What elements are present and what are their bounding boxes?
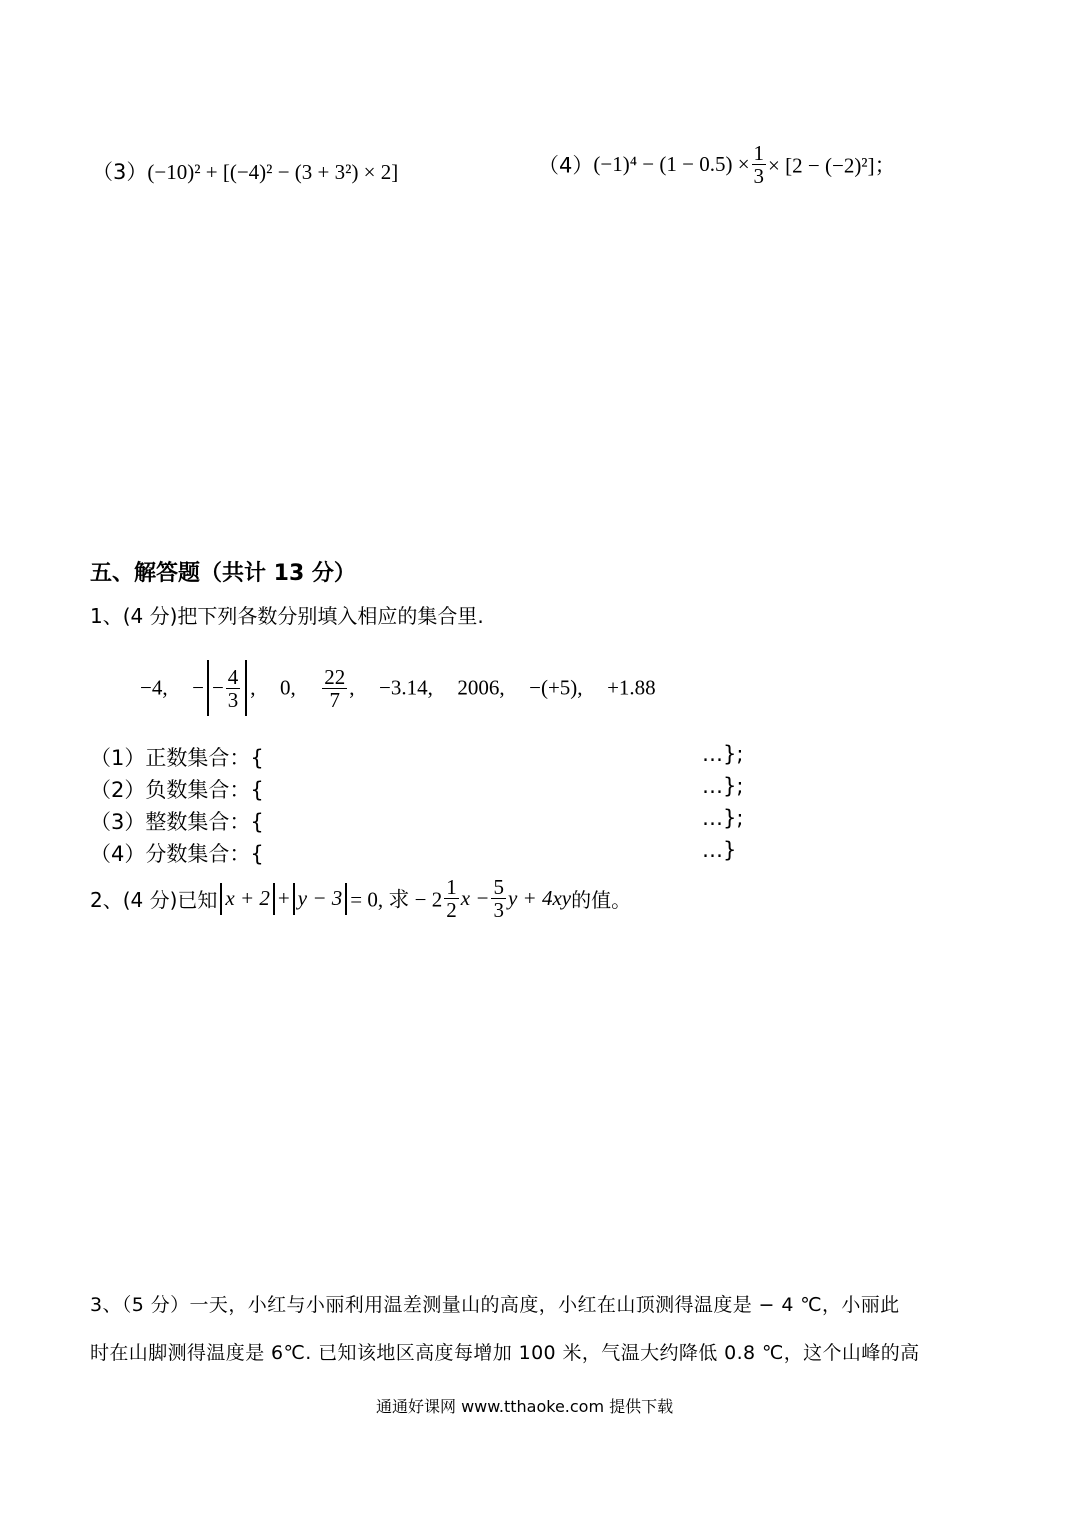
problem-3 [92, 156, 398, 186]
problem-4-label: （4） [538, 153, 594, 178]
problem-4-fraction-numerator: 1 [753, 141, 765, 165]
number-6: 2006, [457, 675, 505, 700]
number-1: −4, [140, 675, 168, 700]
problem-4-fraction-denominator: 3 [753, 164, 765, 188]
number-2-abs-bar-right [245, 660, 247, 716]
set-row-integer-label: （3）整数集合：{ [90, 810, 264, 834]
problem-4-expression-a: (−1)⁴ − (1 − 0.5) × [593, 152, 750, 176]
problem-3-expression: (−10)² + [(−4)² − (3 + 3²) × 2] [147, 160, 399, 184]
question-1-number-list [140, 660, 656, 716]
set-row-fraction-label: （4）分数集合：{ [90, 842, 264, 866]
set-row-fraction-end: …} [702, 838, 737, 862]
question-3-line-2: 时在山脚测得温度是 6℃. 已知该地区高度每增加 100 米，气温大约降低 0.8 ℃，这个山峰的高 [90, 1342, 920, 1364]
question-2-tail: y + 4xy [507, 886, 572, 910]
set-row-integer-end: …}; [702, 806, 744, 830]
number-3: 0, [280, 675, 296, 700]
number-2-comma: , [250, 675, 256, 700]
problem-4 [538, 142, 896, 187]
question-2-middle: x − [460, 886, 490, 910]
problem-3-label: （3） [92, 160, 148, 184]
question-2-fraction-2-denominator: 3 [493, 898, 504, 922]
question-2-abs-2: y − 3 [297, 886, 343, 910]
question-2-prefix: 2、(4 分)已知 [90, 888, 218, 912]
question-2-plus: + [277, 886, 290, 910]
number-4-comma: , [349, 675, 355, 700]
problem-4-expression-b: × [2 − (−2)²]； [768, 153, 896, 178]
set-row-negative-label: （2）负数集合：{ [90, 778, 264, 802]
number-2-sign: − [192, 675, 204, 700]
set-row-negative-end: …}; [702, 774, 744, 798]
set-row-positive-label: （1）正数集合：{ [90, 746, 264, 770]
page-footer: 通通好课网 www.tthaoke.com 提供下载 [376, 1397, 674, 1416]
abs-bar [220, 883, 222, 915]
number-5: −3.14, [379, 675, 433, 700]
question-2-fraction-2-numerator: 5 [493, 875, 504, 899]
number-4-numerator: 22 [324, 664, 346, 689]
abs-bar [293, 883, 295, 915]
question-3-line-1: 3、（5 分）一天，小红与小丽利用温差测量山的高度，小红在山顶测得温度是 − 4 ℃，小丽此 [90, 1294, 900, 1316]
number-4-denominator: 7 [322, 688, 347, 711]
section-5-heading: 五、解答题（共计 13 分） [90, 561, 356, 586]
question-2 [90, 876, 631, 921]
number-2-fraction [226, 666, 241, 711]
set-row-positive-end: …}; [702, 742, 744, 766]
problem-4-fraction [752, 142, 767, 187]
number-2-numerator: 4 [227, 664, 239, 689]
number-2-abs-bar-left [207, 660, 209, 716]
question-2-abs-1: x + 2 [225, 886, 270, 910]
question-2-fraction-1-denominator: 2 [446, 898, 457, 922]
number-2-denominator: 3 [227, 687, 239, 712]
question-2-suffix: 的值。 [571, 888, 632, 912]
abs-bar [345, 883, 347, 915]
number-4-fraction [322, 666, 347, 711]
abs-bar [273, 883, 275, 915]
number-8: +1.88 [607, 675, 656, 700]
question-1-text: 1、(4 分)把下列各数分别填入相应的集合里. [90, 604, 484, 628]
question-2-fraction-1-numerator: 1 [446, 875, 457, 899]
number-7: −(+5), [529, 675, 583, 700]
question-2-fraction-1 [444, 876, 459, 921]
number-2-inner-sign: − [211, 675, 224, 700]
question-2-fraction-2 [491, 876, 506, 921]
question-2-equation: = 0, 求 − 2 [350, 887, 443, 912]
